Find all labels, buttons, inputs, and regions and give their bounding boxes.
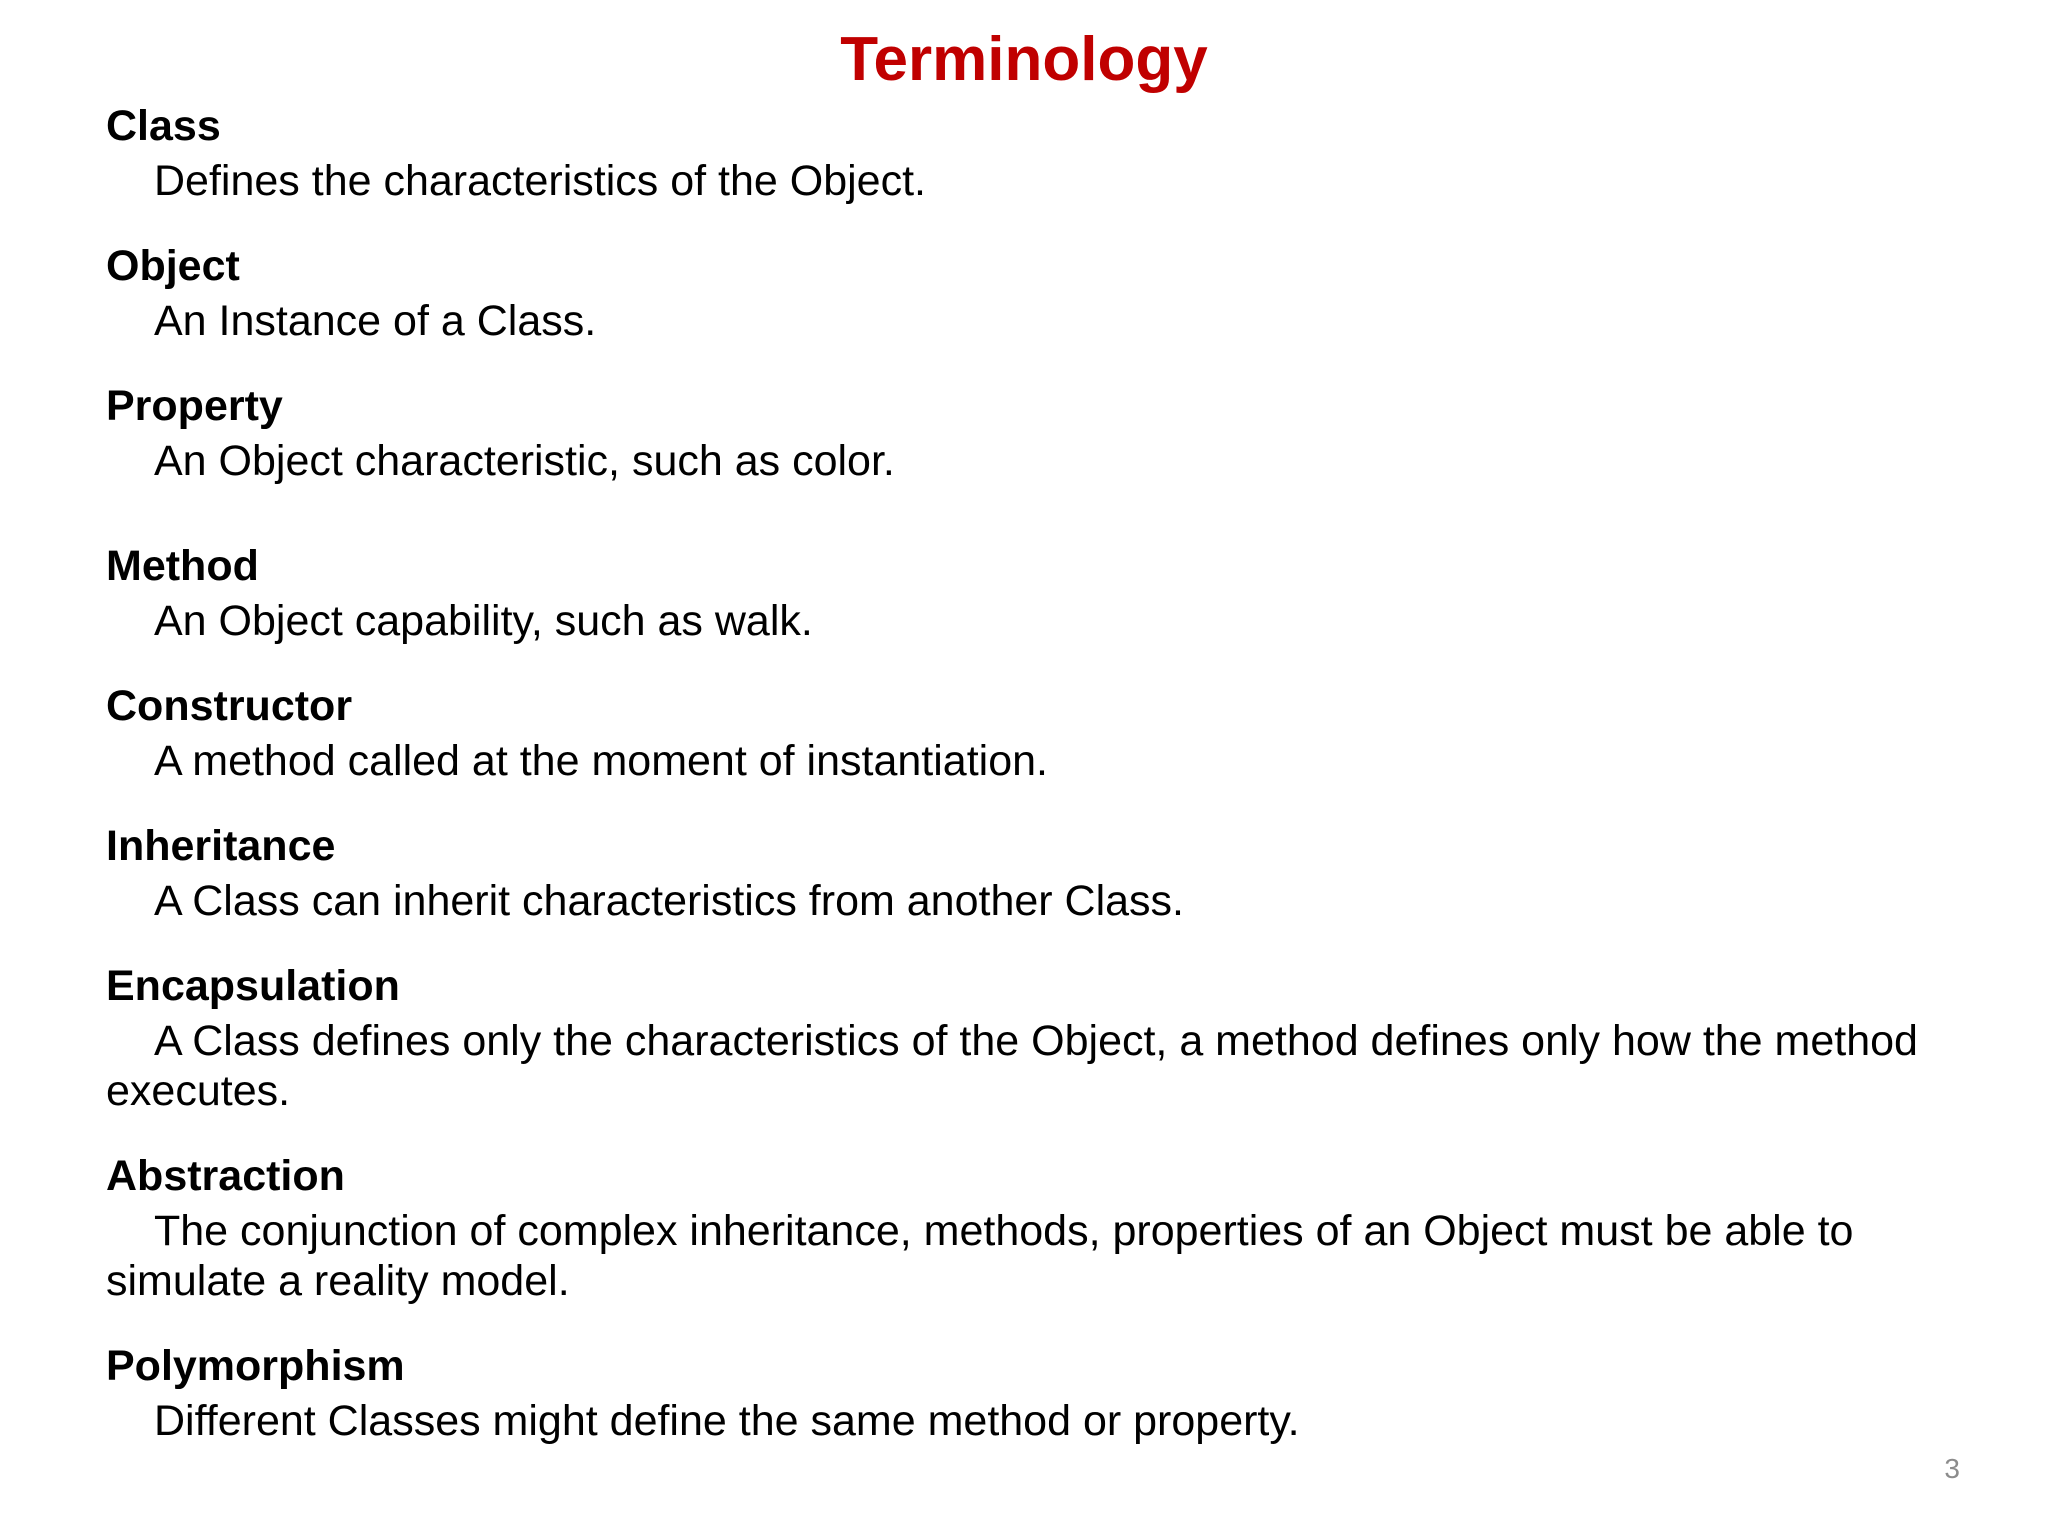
- term-name: Method: [106, 542, 259, 590]
- term-definition: An Object characteristic, such as color.: [154, 437, 895, 485]
- term-name: Constructor: [106, 682, 353, 730]
- term-definition: A Class can inherit characteristics from another Class.: [154, 877, 1185, 925]
- term-method: [106, 536, 2006, 646]
- term-name: Abstraction: [106, 1152, 345, 1200]
- term-name: Property: [106, 382, 283, 430]
- term-definition: An Object capability, such as walk.: [154, 597, 813, 645]
- terminology-list: [106, 96, 2006, 1446]
- term-name: Object: [106, 242, 240, 290]
- term-name: Polymorphism: [106, 1342, 405, 1390]
- term-definition: The conjunction of complex inheritance, methods, properties of an Object must be able to simulate a reality model.: [106, 1207, 1854, 1305]
- term-inheritance: [106, 816, 2006, 926]
- term-name: Encapsulation: [106, 962, 400, 1010]
- term-constructor: [106, 676, 2006, 786]
- slide-title: Terminology: [840, 25, 1208, 94]
- term-name: Class: [106, 102, 221, 150]
- term-object: [106, 236, 2006, 346]
- term-class: [106, 96, 2006, 206]
- term-definition: A Class defines only the characteristics of the Object, a method defines only how the method executes.: [106, 1017, 1918, 1115]
- term-definition: An Instance of a Class.: [154, 297, 597, 345]
- term-encapsulation: [106, 956, 2006, 1116]
- term-name: Inheritance: [106, 822, 336, 870]
- term-definition: Defines the characteristics of the Object.: [154, 157, 926, 205]
- term-polymorphism: [106, 1336, 2006, 1446]
- term-definition: A method called at the moment of instantiation.: [154, 737, 1048, 785]
- slide-number: 3: [1944, 1453, 1960, 1484]
- term-abstraction: [106, 1146, 2006, 1306]
- term-definition: Different Classes might define the same method or property.: [154, 1397, 1300, 1445]
- term-property: [106, 376, 2006, 486]
